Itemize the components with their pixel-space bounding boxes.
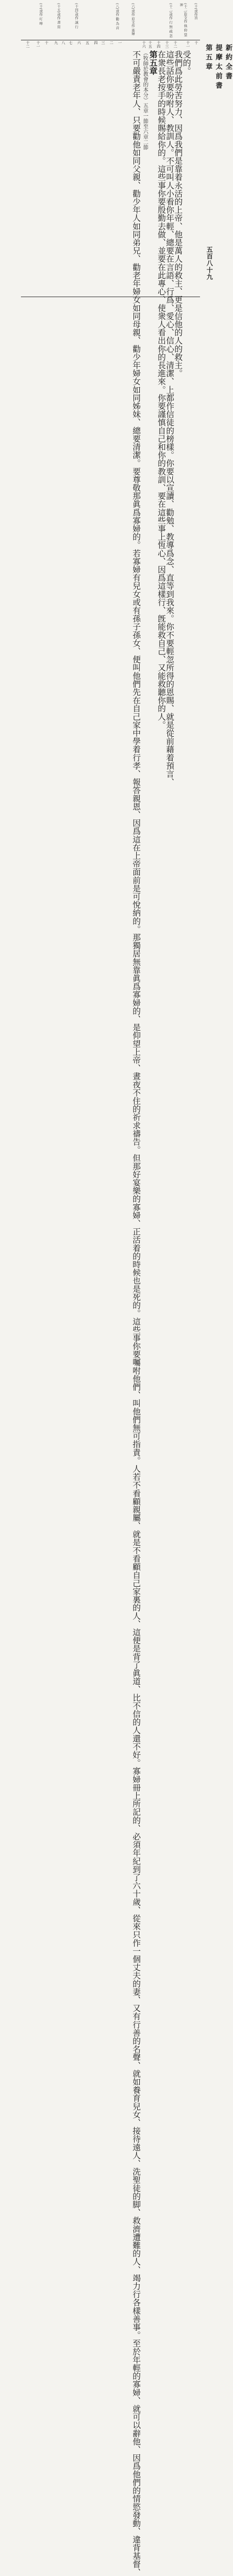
verse-number: 六 [77,41,81,45]
verse-number: 一 [118,41,122,45]
verse-number: 十六 [142,41,146,48]
verse-number: 十一 [36,41,40,48]
verse-number: 四 [94,41,98,45]
verse-number: 十 [194,41,198,45]
verse-number: 十一 [186,41,190,48]
section-title: 提摩太前書 [214,44,222,91]
annotation-note: (十)或作 叮 嚀 [39,3,43,25]
running-header [203,44,233,94]
verse-number-row [21,41,200,50]
text-line: 受的。 [182,50,191,75]
verse-number: 十二 [26,41,30,48]
verse-number: 十三 [165,41,169,48]
verse-number: 八 [61,41,65,45]
annotation-note: (十五)或作 書 寫 [57,3,61,29]
text-line: 我們爲此勞苦努力、因爲我們是靠着永活的上帝、他是萬人的救主、更是信他的人的救主。 [173,50,183,377]
verse-number: 十 [45,41,49,45]
verse-number: 十四 [157,41,161,48]
verse-number: 十五 [148,41,152,48]
text-line: 在衆長老按手的時候賜給你的。這些事你要殷勤去做、並要在此專心、使衆人看出你的長進來。你要謹慎自己和你的教訓、要在這些事上恆心、因爲這樣行、旣能救自己、又能救聽你的人。 [157,50,166,729]
section-subtitle: （牧師於教會的本分）五章一節至六章二節 [142,50,148,150]
verse-number: 三 [101,41,105,45]
main-text-block [30,50,191,2576]
book-title: 新約全書 [224,44,232,82]
verse-number: 二 [109,41,114,45]
verse-number: 九 [54,41,58,45]
annotation-note: (十二)或作 行 無 疏 忽 [169,3,173,38]
verse-number: 七 [69,41,73,45]
verse-number: 十二 [173,41,177,48]
annotation-note: (十四)或作 誠 行 [74,3,79,29]
chapter-heading: 第五章 [148,50,158,75]
text-line: 這些話你要吩咐人、教訓人。不可叫人小看你年輕、總要在言語、行爲、愛心、信心、清潔、上都作信徒的榜樣。你要以宣讀、勸勉、教導爲念、直等到我來。你不要輕忽所得的恩賜、就是從前藉着預言、 [165,50,174,786]
annotation-note: (十)或作旨 [194,3,198,20]
annotation-note: (十二)原文作 他 仰 望 神 [179,3,187,37]
page-number: 五百八十九 [206,246,213,280]
annotation-note: (八)或作 勸 為 首 [115,3,119,30]
chapter-title: 第五章 [204,44,212,72]
annotation-note: (六)或作 原文作 寡婦 [131,3,135,36]
text-line: 不可嚴責老年人、只要勸他如同父親、勸少年人如同弟兄、勸老年婦女如同母親、勸少年婦女如同姊妹、總要清潔。要尊敬那眞爲寡婦的。若寡婦有兒女或有孫子孫女、便叫他們先在自己家中學着行孝、報答親恩、因爲這在上帝面前是可悅納的。那獨居無靠眞爲寡婦的、是仰望上帝、晝夜不住的祈求禱告。但那好宴樂的寡婦、正活着的時候也是死的。這些事你要囑咐他們、叫他們無可指責。人若不看顧親屬、就是不看顧自己家裏的人、這便是背了眞道、比不信的人還不好。寡婦冊上所記的、必須年紀到了六十歲、從來只作一個丈夫的妻、又有行善的名聲、就如養育兒女、接待遠人、洗聖徒的脚、救濟遭難的人、竭力行各樣善事。至於年輕的寡婦、就可以辭他、因爲他們的情慾發動、違背基督、 [131,50,141,2576]
verse-number: 五 [85,41,90,45]
annotation-band [25,3,198,40]
